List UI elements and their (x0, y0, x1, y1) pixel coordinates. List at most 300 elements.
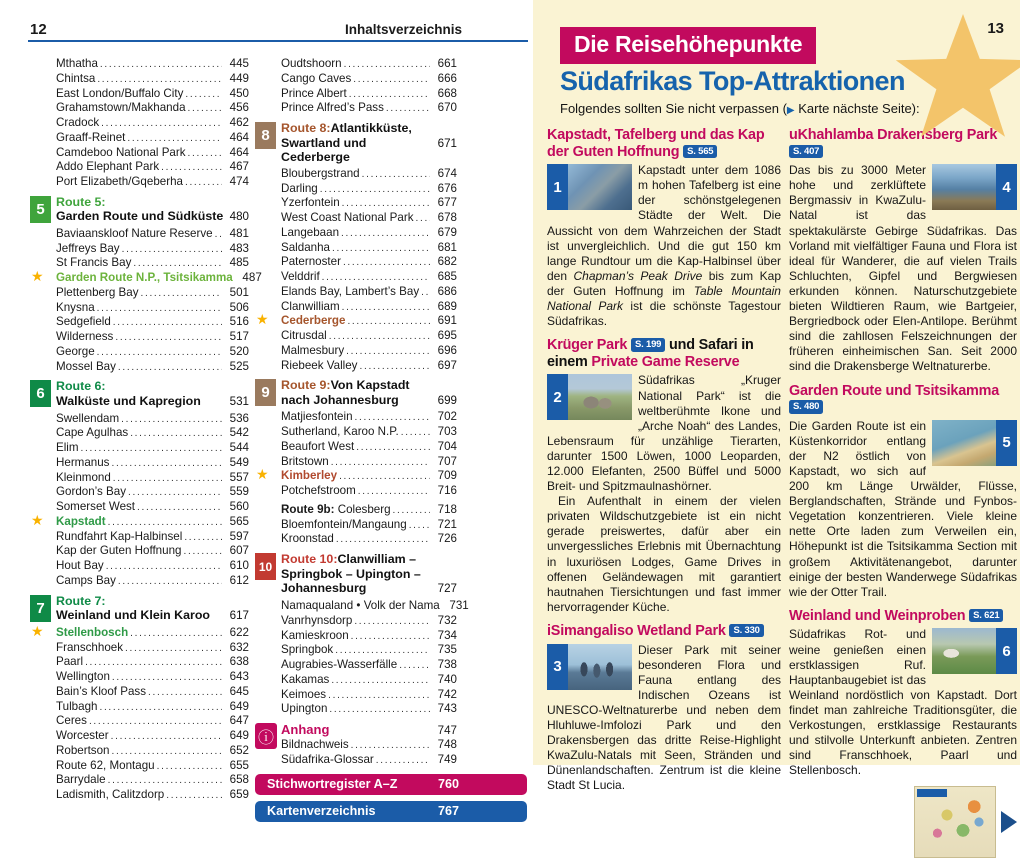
toc-entry-label: Langebaan (281, 225, 340, 239)
route-heading-line (281, 378, 457, 393)
dot-leader (331, 673, 430, 688)
dot-leader (185, 87, 222, 102)
toc-entry-label: Route 62, Montagu (56, 758, 155, 772)
attraction-article (789, 383, 1017, 600)
dot-leader (346, 344, 430, 359)
toc-entry (30, 500, 249, 515)
dot-leader (166, 788, 222, 803)
toc-entry-label: Bloubergstrand (281, 166, 360, 180)
left-page-header: Inhaltsverzeichnis (344, 22, 462, 37)
toc-entry (255, 658, 457, 673)
page-number: 696 (437, 343, 457, 357)
page-number: 747 (437, 724, 457, 737)
route-title: Springbok – Upington – (281, 566, 421, 581)
toc-entry (30, 744, 249, 759)
page-number: 464 (229, 130, 249, 144)
arrow-icon: ▶ (786, 105, 795, 116)
page-number: 462 (229, 116, 249, 129)
page-number: 727 (437, 582, 457, 596)
page-number: 456 (229, 101, 249, 115)
page-number: 622 (229, 625, 249, 639)
page-number: 481 (229, 226, 249, 240)
attraction-number-badge: 4 (996, 164, 1017, 210)
page-number: 666 (437, 71, 457, 85)
header-rule (28, 40, 528, 42)
page-number: 517 (229, 330, 249, 344)
toc-entry-label: Kleinmond (56, 470, 111, 484)
page-number: 702 (437, 410, 457, 424)
dot-leader (188, 101, 222, 116)
page-number: 686 (437, 284, 457, 298)
page-number: 638 (229, 655, 249, 669)
page-number: 647 (229, 714, 249, 728)
toc-entry-label: Riebeek Valley (281, 358, 358, 372)
toc-entry-label: Port Elizabeth/Gqeberha (56, 175, 183, 188)
toc-entry-label: Matjiesfontein (281, 410, 353, 424)
attraction-heading-text: Kapstadt, Tafelberg und das Kap der Guten Hoffnung (547, 127, 765, 160)
toc-entry (255, 440, 457, 455)
page-number: 467 (229, 160, 249, 174)
dot-leader (339, 469, 430, 484)
toc-entry (255, 673, 457, 688)
star-icon: ★ (31, 511, 44, 528)
dot-leader (359, 359, 430, 374)
appendix-label: Anhang (281, 722, 330, 737)
page-ref-badge: S. 621 (969, 609, 1003, 623)
route-number-badge: 10 (255, 553, 276, 580)
toc-entry-label: Kakamas (281, 672, 330, 686)
dot-leader (329, 329, 430, 344)
toc-entry (30, 175, 249, 190)
page-number: 536 (229, 411, 249, 425)
page-number: 449 (229, 71, 249, 85)
page-number: 734 (437, 628, 457, 642)
page-number: 506 (229, 300, 249, 314)
page-number: 685 (437, 270, 457, 284)
toc-entry (255, 344, 457, 359)
toc-entry (255, 101, 457, 116)
dot-leader (85, 655, 222, 670)
attraction-figure (932, 164, 1017, 210)
toc-entry (30, 655, 249, 670)
attraction-heading-text: uKhahlamba Drakensberg Park (789, 127, 998, 143)
route-heading-line (281, 552, 457, 567)
page-number: 679 (437, 225, 457, 239)
toc-entry-label: Hout Bay (56, 559, 104, 573)
dot-leader (353, 72, 430, 87)
toc-entry-label: Potchefstroom (281, 484, 356, 498)
page-number: 682 (437, 255, 457, 269)
toc-entry-label: Tulbagh (56, 699, 98, 713)
attraction-heading (789, 127, 1017, 160)
star-icon: ★ (256, 311, 269, 328)
toc-entry-label: Britstown (281, 454, 329, 468)
attraction-heading (547, 623, 781, 640)
toc-entry (255, 614, 457, 629)
page-number: 742 (437, 687, 457, 701)
wetland-visitors-photo (568, 644, 632, 690)
attraction-figure (932, 628, 1017, 674)
page-number: 483 (229, 241, 249, 255)
page-number: 655 (229, 758, 249, 772)
page-number: 520 (229, 344, 249, 358)
page-number: 617 (229, 609, 249, 623)
toc-entry-label: Prince Alfred’s Pass (281, 101, 384, 115)
toc-entry-label: Südafrika-Glossar (281, 752, 374, 766)
bar-label: Kartenverzeichnis (267, 804, 376, 818)
toc-entry-label: Plettenberg Bay (56, 285, 139, 299)
route-heading-line (281, 136, 457, 165)
page-number: 738 (437, 658, 457, 671)
body-text: Kapstadt unter dem 1086 m hohen Tafelberg ist eine der schönstgelegenen Städte der Welt. Die Aussicht von dem Wahrzeichen der Stadt ist unvergleichlich. Und die gut 150 km lange Rundtour um die Kap-Halbinsel über den (547, 163, 781, 283)
subtitle-text: Folgendes sollten Sie nicht verpassen ( (560, 101, 787, 116)
dot-leader (355, 410, 430, 425)
toc-entry-label: Kap der Guten Hoffnung (56, 544, 182, 558)
toc-entry (255, 466, 457, 484)
page-number: 749 (437, 752, 457, 766)
toc-entry-label: Baviaanskloof Nature Reserve (56, 226, 213, 240)
toc-entry-label: Elim (56, 441, 79, 455)
route-heading-line (56, 594, 249, 609)
route-number-badge: 9 (255, 379, 276, 406)
attraction-heading-text: Krüger Park (547, 337, 631, 354)
toc-entry-label: Yzerfontein (281, 196, 340, 210)
toc-entry-label: Velddrif (281, 270, 320, 284)
left-page-number: 12 (30, 21, 47, 38)
page-number: 677 (437, 196, 457, 210)
page-number: 661 (437, 57, 457, 70)
toc-entry (255, 285, 457, 300)
route-heading-block (255, 378, 527, 408)
dot-leader (401, 425, 430, 440)
dot-leader (130, 426, 222, 441)
toc-entry (30, 315, 249, 330)
star-icon: ★ (31, 622, 44, 639)
toc-entry-label: Stellenbosch (56, 625, 129, 639)
route-title: Swartland und Cederberge (281, 135, 367, 165)
page-ref-badge: S. 199 (631, 338, 665, 352)
body-text: ist die schönste Tagestour Südafrikas. (547, 299, 781, 329)
route-title: Atlantikküste, (330, 121, 412, 135)
dot-leader (111, 729, 222, 744)
toc-entry-label: Mthatha (56, 57, 98, 70)
route-label: Route 10: (281, 552, 338, 567)
page-number: 658 (229, 773, 249, 787)
toc-entry (255, 167, 457, 182)
route-title: Johannesburg (281, 581, 367, 596)
toc-entry (255, 311, 457, 329)
toc-entry (255, 518, 457, 533)
toc-entry-label: Knysna (56, 300, 95, 314)
toc-entry-label: Clanwilliam (281, 299, 340, 313)
page-number: 695 (437, 329, 457, 343)
page-number: 689 (437, 299, 457, 313)
page-number: 735 (437, 643, 457, 657)
attraction-heading-text: iSimangaliso Wetland Park (547, 622, 730, 639)
body-text: Chapman’s Peak Drive (573, 268, 703, 283)
toc-entry-label: Bildnachweis (281, 738, 349, 751)
page-number: 487 (242, 271, 262, 285)
dot-leader (100, 57, 222, 72)
toc-entry (255, 270, 457, 285)
toc-entry (255, 87, 457, 102)
dot-leader (409, 518, 430, 533)
attractions-column-2 (789, 127, 1017, 858)
bar-label: Stichwortregister A–Z (267, 777, 398, 791)
toc-entry (30, 301, 249, 316)
page-number: 565 (229, 514, 249, 528)
page-number: 649 (229, 729, 249, 743)
toc-entry-label: Mossel Bay (56, 359, 116, 373)
toc-entry-label: Gordon’s Bay (56, 485, 127, 499)
top-attractions-title: Südafrikas Top-Attraktionen (560, 66, 905, 96)
drakensberg-photo (932, 164, 996, 210)
page-number: 704 (437, 439, 457, 453)
dot-leader (344, 57, 430, 72)
dot-leader (97, 301, 222, 316)
toc-entry (30, 788, 249, 803)
dot-leader (322, 270, 430, 285)
toc-entry (255, 738, 457, 753)
toc-entry (255, 688, 457, 703)
attraction-number-badge: 2 (547, 374, 568, 420)
toc-entry (30, 146, 249, 161)
toc-entry (30, 268, 262, 286)
attraction-article (547, 623, 781, 794)
body-paragraph (547, 494, 781, 615)
page-number: 645 (229, 684, 249, 698)
toc-entry-label: Kapstadt (56, 514, 106, 528)
route-title: nach Johannesburg (281, 392, 399, 407)
route-title: Von Kapstadt (330, 378, 410, 393)
attraction-heading (789, 608, 1017, 625)
attraction-number-badge: 3 (547, 644, 568, 690)
toc-entry (255, 255, 457, 270)
toc-entry-label: Swellendam (56, 411, 120, 425)
dot-leader (349, 87, 430, 102)
toc-entry-label: Springbok (281, 643, 334, 657)
route-title: Clanwilliam – (337, 552, 416, 567)
right-page-number: 13 (987, 20, 1004, 37)
route-heading-line (56, 608, 249, 624)
toc-entry-label: Graaff-Reinet (56, 130, 126, 144)
page-number: 445 (229, 57, 249, 70)
page-number: 668 (437, 86, 457, 100)
toc-entry-label: Cango Caves (281, 71, 352, 85)
toc-entry-label: Ceres (56, 714, 87, 728)
toc-entry (30, 101, 249, 116)
page-number: 760 (437, 777, 459, 791)
toc-entry-label: Augrabies-Wasserfälle (281, 658, 398, 671)
info-icon: ⓘ (255, 723, 277, 749)
dot-leader (130, 626, 222, 641)
page-number: 612 (229, 573, 249, 587)
toc-entry-label: Barrydale (56, 773, 106, 787)
attraction-number-badge: 5 (996, 420, 1017, 466)
toc-entry-label: Paternoster (281, 255, 341, 269)
star-icon: ★ (31, 268, 44, 285)
page-number: 674 (437, 166, 457, 180)
page-number: 450 (229, 86, 249, 100)
attraction-heading-text: Private Game Reserve (591, 353, 740, 370)
toc-column-1 (30, 57, 262, 803)
star-icon: ★ (256, 466, 269, 483)
attraction-heading (547, 127, 781, 160)
route-heading-line (56, 394, 249, 410)
toc-entry (255, 300, 457, 315)
attraction-number-badge: 1 (547, 164, 568, 210)
toc-entry-label: Oudtshoorn (281, 57, 342, 70)
attraction-article (789, 608, 1017, 779)
dot-leader (343, 255, 430, 270)
toc-entry (255, 425, 457, 440)
toc-entry-label: Upington (281, 702, 328, 716)
toc-entry (255, 629, 457, 644)
toc-entry (30, 544, 249, 559)
attraction-article (547, 127, 781, 329)
next-page-arrow-icon (1001, 811, 1017, 833)
page-number: 718 (437, 502, 457, 516)
toc-entry-label: Chintsa (56, 71, 96, 85)
toc-entry (255, 643, 457, 658)
toc-entry-label: Citrusdal (281, 329, 327, 343)
page-number: 659 (229, 788, 249, 802)
dot-leader (358, 484, 430, 499)
toc-entry-label: Darling (281, 181, 318, 195)
map-row (789, 786, 1017, 858)
toc-entry-label: Vanrhynsdorp (281, 613, 353, 627)
route-number-badge: 5 (30, 196, 51, 223)
toc-entry-label: Rundfahrt Kap-Halbinsel (56, 529, 183, 543)
body-text: Table Mountain National Park (547, 283, 781, 314)
dot-leader (81, 441, 222, 456)
route-label: Route 8: (281, 121, 331, 135)
attraction-article (789, 127, 1017, 375)
attraction-heading-text: und Safari in einem (547, 337, 754, 370)
page-number: 699 (437, 393, 457, 407)
toc-entry (255, 182, 457, 197)
map-list-bar (255, 801, 527, 822)
toc-entry (30, 345, 249, 360)
route-title: Weinland und Klein Karoo (56, 608, 210, 623)
route-title: Walküste und Kapregion (56, 394, 201, 409)
dot-leader (188, 146, 222, 161)
page-number: 731 (449, 599, 469, 612)
dot-leader (101, 116, 222, 131)
dot-leader (331, 455, 430, 470)
dot-leader (115, 330, 222, 345)
toc-entry (255, 532, 457, 547)
page-number: 607 (229, 544, 249, 558)
toc-entry-label: Garden Route N.P., Tsitsikamma (56, 271, 233, 285)
toc-entry (255, 359, 457, 374)
dot-leader (184, 530, 222, 545)
route-title: Garden Route und Südküste (56, 209, 224, 224)
toc-entry (30, 773, 249, 788)
dot-leader (89, 714, 222, 729)
dot-leader (127, 131, 222, 146)
garden-route-coast-photo (932, 420, 996, 466)
page-number: 709 (437, 469, 457, 483)
route-number-badge: 8 (255, 122, 276, 149)
page-number: 726 (437, 532, 457, 546)
map-title-block (917, 789, 947, 797)
attraction-figure (547, 164, 632, 210)
toc-entry (30, 330, 249, 345)
page-number: 516 (229, 315, 249, 329)
dot-leader (393, 503, 430, 518)
toc-entry (30, 116, 249, 131)
toc-entry (30, 714, 249, 729)
south-africa-map-thumbnail (914, 786, 996, 858)
body-text: Dieser Park mit seiner besonderen Flora und Fauna entlang des Indischen Ozeans ist UNESCO-Weltnaturerbe und neben dem Hluhluwe-Imfolozi Park und den Drakensbergen das dritte Reise-Highlight KwaZulu-Natals mit Seen, Stränden und Dünenlandschaften. Zentrum ist die kleine Stadt St Lucia. (547, 642, 781, 793)
toc-entry-label: Franschhoek (56, 640, 124, 654)
dot-leader (185, 175, 222, 190)
dot-leader (118, 360, 222, 375)
page-number: 474 (229, 175, 249, 188)
toc-entry-label: Sedgefield (56, 315, 111, 329)
dot-leader (421, 285, 430, 300)
page-number: 549 (229, 455, 249, 469)
page-number: 485 (229, 256, 249, 270)
toc-entry (30, 530, 249, 545)
winelands-photo (932, 628, 996, 674)
page-number: 525 (229, 359, 249, 373)
dot-leader (148, 685, 222, 700)
toc-entry-label: Worcester (56, 729, 109, 743)
toc-entry-label: Grahamstown/Makhanda (56, 101, 186, 115)
toc-entry (30, 72, 249, 87)
toc-entry (30, 511, 249, 530)
toc-entry (255, 599, 469, 614)
subtitle-text-2: Karte nächste Seite): (794, 101, 920, 116)
route-heading-line (281, 393, 457, 409)
attraction-figure (547, 374, 632, 420)
page-ref-badge: S. 407 (789, 145, 823, 159)
dot-leader (347, 314, 430, 329)
dot-leader (113, 315, 222, 330)
page-number: 560 (229, 500, 249, 514)
toc-entry-label: George (56, 344, 95, 358)
toc-entry-label: Wellington (56, 670, 110, 684)
dot-leader (336, 532, 430, 547)
toc-entry (30, 559, 249, 574)
toc-entry-label: Ladismith, Calitzdorp (56, 788, 165, 802)
attraction-figure (547, 644, 632, 690)
dot-leader (342, 300, 430, 315)
route-label: Route 7: (56, 593, 106, 608)
dot-leader (329, 702, 430, 717)
page-number: 703 (437, 425, 457, 439)
route-heading-line (281, 567, 457, 582)
toc-entry (255, 226, 457, 241)
page-number: 732 (437, 613, 457, 627)
toc-entry (30, 242, 249, 257)
toc-entry (30, 131, 249, 146)
dot-leader (106, 559, 222, 574)
highlights-banner: Die Reisehöhepunkte (560, 27, 816, 64)
toc-entry (30, 485, 249, 500)
toc-entry (30, 57, 249, 72)
toc-entry-label: Wilderness (56, 330, 114, 344)
dot-leader (112, 744, 223, 759)
dot-leader (351, 629, 430, 644)
toc-entry-label: Saldanha (281, 240, 330, 254)
page-number: 464 (229, 145, 249, 159)
toc-entry (30, 622, 249, 641)
route-heading-block (30, 379, 249, 409)
page-number: 678 (437, 211, 457, 225)
